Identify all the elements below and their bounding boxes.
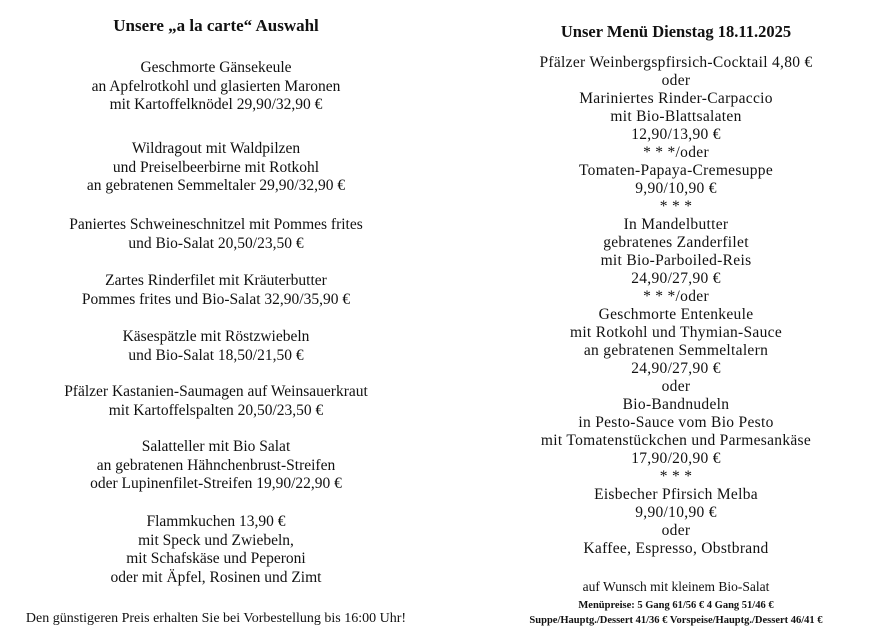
menu-line: * * */oder: [643, 288, 709, 305]
menu-line: * * *: [659, 468, 693, 485]
dish-line: an gebratenen Semmeltaler 29,90/32,90 €: [86, 177, 346, 194]
dish-line: oder Lupinenfilet-Streifen 19,90/22,90 €: [90, 475, 342, 492]
menu-line: Kaffee, Espresso, Obstbrand: [583, 540, 769, 557]
dish-line: Flammkuchen 13,90 €: [146, 513, 286, 530]
dish-line: an Apfelrotkohl und glasierten Maronen: [91, 77, 341, 95]
dish-kaesespaetzle: [0, 328, 432, 365]
dish-schnitzel: [0, 216, 432, 253]
alacarte-heading: Unsere „a la carte“ Auswahl: [113, 16, 319, 35]
menu-line: in Pesto-Sauce vom Bio Pesto: [578, 414, 774, 431]
dish-line: Käsespätzle mit Röstzwiebeln: [122, 328, 310, 345]
daily-menu-column: [466, 0, 886, 637]
menu-line: oder: [661, 522, 691, 539]
menu-line: oder: [661, 378, 691, 395]
dish-line: Pommes frites und Bio-Salat 32,90/35,90 €: [81, 290, 351, 308]
dish-line: und Bio-Salat 18,50/21,50 €: [128, 346, 304, 364]
menu-line: Bio-Bandnudeln: [622, 396, 730, 413]
dish-line: Pfälzer Kastanien-Saumagen auf Weinsauerkraut: [64, 383, 368, 400]
menu-line: mit Bio-Blattsalaten: [610, 108, 742, 125]
menu-line: 12,90/13,90 €: [631, 126, 721, 143]
dish-rinderfilet: [0, 272, 432, 309]
menu-line: mit Tomatenstückchen und Parmesankäse: [540, 432, 812, 449]
menu-line: mit Bio-Parboiled-Reis: [600, 252, 752, 269]
menu-line: * * *: [659, 198, 693, 215]
dish-flammkuchen: [0, 513, 432, 587]
dish-line: mit Speck und Zwiebeln,: [138, 531, 294, 549]
alacarte-column: [0, 0, 432, 637]
menu-line: Mariniertes Rinder-Carpaccio: [579, 90, 773, 107]
dish-line: Zartes Rinderfilet mit Kräuterbutter: [105, 272, 327, 289]
menu-line: Geschmorte Entenkeule: [598, 306, 754, 323]
menu-line: Pfälzer Weinbergspfirsich-Cocktail 4,80 €: [539, 54, 813, 71]
dish-line: mit Schafskäse und Peperoni: [126, 550, 306, 567]
dish-salatteller: [0, 438, 432, 494]
dish-line: Paniertes Schweineschnitzel mit Pommes frites: [69, 216, 363, 233]
daily-menu-heading: Unser Menü Dienstag 18.11.2025: [560, 22, 792, 41]
menu-line: * * */oder: [643, 144, 709, 161]
dish-line: und Bio-Salat 20,50/23,50 €: [128, 234, 304, 252]
menu-line: Tomaten-Papaya-Cremesuppe: [578, 162, 774, 179]
menu-line: oder: [661, 72, 691, 89]
side-salad-note: auf Wunsch mit kleinem Bio-Salat: [582, 579, 770, 594]
menu-line: gebratenes Zanderfilet: [603, 234, 749, 251]
dish-line: Geschmorte Gänsekeule: [140, 59, 292, 76]
menu-prices-line-2: Suppe/Hauptg./Dessert 41/36 € Vorspeise/Hauptg./Dessert 46/41 €: [529, 615, 823, 626]
dish-line: oder mit Äpfel, Rosinen und Zimt: [110, 568, 322, 586]
menu-line: 9,90/10,90 €: [635, 504, 717, 521]
dish-line: an gebratenen Hähnchenbrust-Streifen: [96, 456, 336, 474]
dish-line: und Preiselbeerbirne mit Rotkohl: [112, 158, 320, 176]
menu-line: In Mandelbutter: [623, 216, 729, 233]
menu-line: 24,90/27,90 €: [631, 360, 721, 377]
menu-line: 24,90/27,90 €: [631, 270, 721, 287]
preorder-note: Den günstigeren Preis erhalten Sie bei Vorbestellung bis 16:00 Uhr!: [25, 611, 407, 626]
dish-line: mit Kartoffelspalten 20,50/23,50 €: [108, 401, 324, 419]
dish-gaensekeule: [0, 59, 432, 115]
menu-line: Eisbecher Pfirsich Melba: [594, 486, 758, 503]
dish-line: Salatteller mit Bio Salat: [141, 438, 291, 455]
menu-line: 17,90/20,90 €: [631, 450, 721, 467]
dish-line: Wildragout mit Waldpilzen: [131, 140, 301, 157]
menu-line: mit Rotkohl und Thymian-Sauce: [569, 324, 783, 341]
menu-prices-line-1: Menüpreise: 5 Gang 61/56 € 4 Gang 51/46 €: [578, 600, 774, 611]
dish-wildragout: [0, 140, 432, 196]
dish-line: mit Kartoffelknödel 29,90/32,90 €: [109, 96, 323, 113]
menu-line: 9,90/10,90 €: [635, 180, 717, 197]
menu-line: an gebratenen Semmeltalern: [583, 342, 769, 359]
dish-saumagen: [0, 383, 432, 420]
